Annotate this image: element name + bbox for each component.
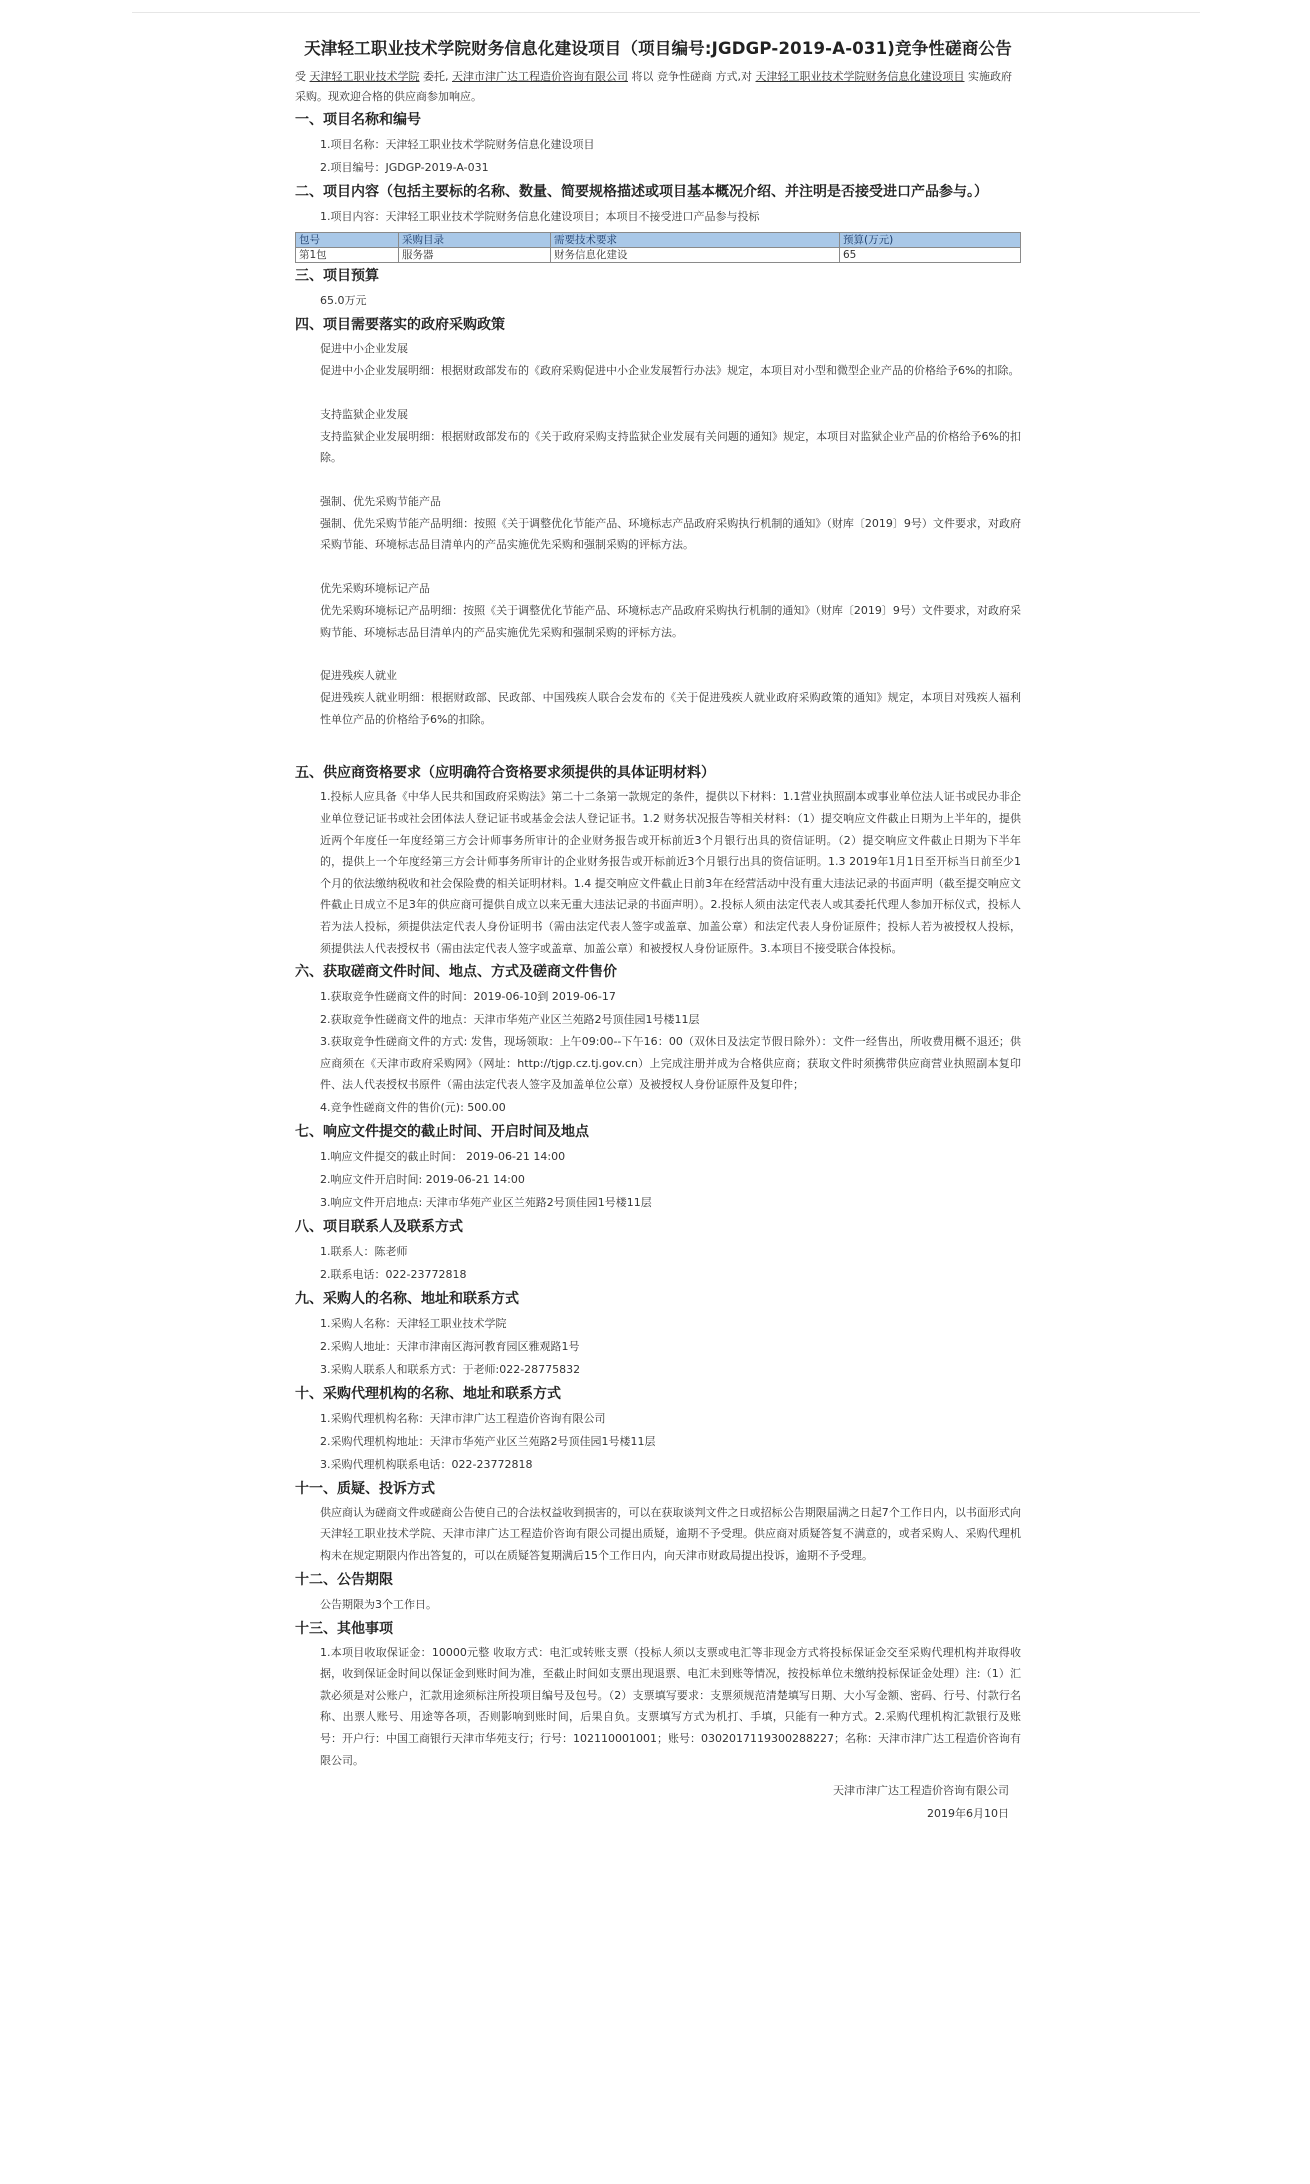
- project-budget: 65.0万元: [320, 294, 367, 307]
- section-9-title: 九、采购人的名称、地址和联系方式: [295, 1290, 519, 1307]
- agency-address: 2.采购代理机构地址：天津市华苑产业区兰苑路2号顶佳园1号楼11层: [320, 1434, 656, 1448]
- policy-detail: 支持监狱企业发展明细：根据财政部发布的《关于政府采购支持监狱企业发展有关问题的通知》规定，本项目对监狱企业产品的价格给予6%的扣除。: [320, 429, 1021, 465]
- table-cell: 服务器: [399, 248, 551, 263]
- policy-heading: 支持监狱企业发展: [320, 407, 408, 421]
- project-phone: 2.联系电话：022-23772818: [320, 1267, 467, 1281]
- project-content: 1.项目内容：天津轻工职业技术学院财务信息化建设项目；本项目不接受进口产品参与投标: [320, 210, 760, 223]
- policy-detail: 强制、优先采购节能产品明细：按照《关于调整优化节能产品、环境标志产品政府采购执行机制的通知》（财库〔2019〕9号）文件要求，对政府采购节能、环境标志品目清单内的产品实施优先采购和强制采购的评标方法。: [320, 516, 1021, 552]
- section-7-title: 七、响应文件提交的截止时间、开启时间及地点: [295, 1123, 589, 1140]
- section-12-title: 十二、公告期限: [295, 1571, 393, 1588]
- agency-name-link: 天津市津广达工程造价咨询有限公司: [452, 70, 628, 83]
- policy-heading: 促进残疾人就业: [320, 669, 397, 683]
- intro-text-3: 将以 竞争性磋商 方式,对: [631, 70, 752, 83]
- page-title: 天津轻工职业技术学院财务信息化建设项目（项目编号:JGDGP-2019-A-031)竞争性磋商公告: [304, 39, 1012, 58]
- opening-place: 3.响应文件开启地点: 天津市华苑产业区兰苑路2号顶佳园1号楼11层: [320, 1195, 652, 1209]
- table-header-cell: 采购目录: [399, 233, 551, 248]
- document-obtain-place: 2.获取竞争性磋商文件的地点：天津市华苑产业区兰苑路2号顶佳园1号楼11层: [320, 1013, 700, 1027]
- project-code: 2.项目编号：JGDGP-2019-A-031: [320, 161, 489, 174]
- policy-heading: 优先采购环境标记产品: [320, 581, 430, 595]
- policy-detail: 优先采购环境标记产品明细：按照《关于调整优化节能产品、环境标志产品政府采购执行机制的通知》（财库〔2019〕9号）文件要求，对政府采购节能、环境标志品目清单内的产品实施优先采购和强制采购的评标方法。: [320, 603, 1021, 639]
- policy-heading: 促进中小企业发展: [320, 342, 408, 355]
- project-name: 1.项目名称：天津轻工职业技术学院财务信息化建设项目: [320, 138, 595, 151]
- section-2-title: 二、项目内容（包括主要标的名称、数量、简要规格描述或项目基本概况介绍、并注明是否接受进口产品参与。）: [295, 184, 988, 200]
- section-11-title: 十一、质疑、投诉方式: [295, 1480, 435, 1497]
- table-row: [296, 248, 1021, 263]
- table-cell: 第1包: [296, 248, 399, 263]
- submission-deadline: 1.响应文件提交的截止时间： 2019-06-21 14:00: [320, 1149, 566, 1163]
- agency-phone: 3.采购代理机构联系电话：022-23772818: [320, 1457, 533, 1471]
- section-10-title: 十、采购代理机构的名称、地址和联系方式: [295, 1385, 561, 1402]
- policy-heading: 强制、优先采购节能产品: [320, 494, 441, 508]
- top-divider: [132, 12, 1200, 13]
- document-obtain-method: 3.获取竞争性磋商文件的方式: 发售，现场领取：上午09:00--下午16：00（双休日及法定节假日除外）：文件一经售出，所收费用概不退还；供应商须在《天津市政府采购网》（网址：http://tjgp.cz.tj.gov.cn）上完成注册并成为合格供应商；获取文件时须携带供应商营业执照副本复印件、法人代表授权书原件（需由法定代表人签字及加盖单位公章）及被授权人身份证原件及复印件；: [320, 1035, 1021, 1092]
- document-obtain-time: 1.获取竞争性磋商文件的时间：2019-06-10到 2019-06-17: [320, 990, 616, 1004]
- client-name-link: 天津轻工职业技术学院: [309, 70, 420, 83]
- table-header-cell: 预算(万元): [840, 233, 1021, 248]
- purchaser-contact: 3.采购人联系人和联系方式：于老师:022-28775832: [320, 1362, 581, 1376]
- section-5-title: 五、供应商资格要求（应明确符合资格要求须提供的具体证明材料）: [295, 765, 715, 782]
- announcement-document: [295, 36, 1021, 1825]
- document-price: 4.竞争性磋商文件的售价(元): 500.00: [320, 1100, 506, 1114]
- project-name-link: 天津轻工职业技术学院财务信息化建设项目: [755, 70, 965, 83]
- purchaser-address: 2.采购人地址：天津市津南区海河教育园区雅观路1号: [320, 1339, 580, 1353]
- section-6-title: 六、获取磋商文件时间、地点、方式及磋商文件售价: [295, 964, 617, 981]
- table-header-row: [296, 233, 1021, 248]
- intro-text-4: 实施政府采购。现欢迎合格的供应商参加响应。: [295, 70, 1012, 103]
- table-cell: 财务信息化建设: [551, 248, 840, 263]
- agency-name: 1.采购代理机构名称：天津市津广达工程造价咨询有限公司: [320, 1411, 606, 1425]
- section-13-title: 十三、其他事项: [295, 1620, 393, 1637]
- table-header-cell: 需要技术要求: [551, 233, 840, 248]
- signature-date: 2019年6月10日: [927, 1807, 1009, 1821]
- policy-detail: 促进残疾人就业明细：根据财政部、民政部、中国残疾人联合会发布的《关于促进残疾人就业政府采购政策的通知》规定，本项目对残疾人福利性单位产品的价格给予6%的扣除。: [320, 691, 1021, 726]
- section-1-title: 一、项目名称和编号: [295, 112, 421, 128]
- opening-time: 2.响应文件开启时间: 2019-06-21 14:00: [320, 1172, 525, 1186]
- package-table: [295, 232, 1021, 263]
- complaint-method: 供应商认为磋商文件或磋商公告使自己的合法权益收到损害的，可以在获取谈判文件之日或招标公告期限届满之日起7个工作日内，以书面形式向 天津轻工职业技术学院、天津市津广达工程造价咨询有限公司提出质疑，逾期不予受理。供应商对质疑答复不满意的，或者采购人、采购代理机构未在规定期限内作出答复的，可以在质疑答复期满后15个工作日内，向天津市财政局提出投诉，逾期不予受理。: [320, 1505, 1021, 1563]
- intro-text-1: 受: [295, 70, 306, 83]
- section-8-title: 八、项目联系人及联系方式: [295, 1218, 463, 1235]
- intro-text-2: 委托,: [423, 70, 449, 83]
- purchaser-name: 1.采购人名称：天津轻工职业技术学院: [320, 1316, 507, 1330]
- intro-paragraph: [295, 67, 1021, 107]
- project-contact: 1.联系人：陈老师: [320, 1244, 408, 1258]
- section-3-title: 三、项目预算: [295, 268, 379, 284]
- announcement-period: 公告期限为3个工作日。: [320, 1597, 437, 1611]
- policy-detail: 促进中小企业发展明细：根据财政部发布的《政府采购促进中小企业发展暂行办法》规定，本项目对小型和微型企业产品的价格给予6%的扣除。: [320, 364, 1020, 377]
- table-cell: 65: [840, 248, 1021, 263]
- signature-org: 天津市津广达工程造价咨询有限公司: [833, 1784, 1009, 1798]
- other-matters: 1.本项目收取保证金：10000元整 收取方式：电汇或转账支票（投标人须以支票或电汇等非现金方式将投标保证金交至采购代理机构并取得收据，收到保证金时间以保证金到账时间为准，至截止时间如支票出现退票、电汇未到账等情况，按投标单位未缴纳投标保证金处理）注:（1）汇款必须是对公账户，汇款用途须标注所投项目编号及包号。（2）支票填写要求：支票须规范清楚填写日期、大小写金额、密码、行号、付款行名称、出票人账号、用途等各项，否则影响到账时间，后果自负。支票填写方式为机打、手填，只能有一种方式。2.采购代理机构汇款银行及账号：开户行：中国工商银行天津市华苑支行；行号：102110001001；账号：0302017119300288227；名称：天津市津广达工程造价咨询有限公司。: [320, 1645, 1021, 1767]
- qualification-requirements: 1.投标人应具备《中华人民共和国政府采购法》第二十二条第一款规定的条件，提供以下材料：1.1营业执照副本或事业单位法人证书或民办非企业单位登记证书或社会团体法人登记证书或基金会法人登记证书。1.2 财务状况报告等相关材料：（1）提交响应文件截止日期为上半年的，提供近两个年度任一年度经第三方会计师事务所审计的企业财务报告或开标前近3个月银行出具的资信证明。（2）提交响应文件截止日期为下半年的，提供上一个年度经第三方会计师事务所审计的企业财务报告或开标前近3个月银行出具的资信证明。1.3 2019年1月1日至开标当日前至少1个月的依法缴纳税收和社会保险费的相关证明材料。1.4 提交响应文件截止日前3年在经营活动中没有重大违法记录的书面声明（截至提交响应文件截止日成立不足3年的供应商可提供自成立以来无重大违法记录的书面声明）。2.投标人须由法定代表人或其委托代理人参加开标仪式，投标人若为法人投标，须提供法定代表人身份证明书（需由法定代表人签字或盖章、加盖公章）和法定代表人身份证原件；投标人若为被授权人投标，须提供法人代表授权书（需由法定代表人签字或盖章、加盖公章）和被授权人身份证原件。3.本项目不接受联合体投标。: [320, 790, 1021, 955]
- table-header-cell: 包号: [296, 233, 399, 248]
- section-4-title: 四、项目需要落实的政府采购政策: [295, 317, 505, 333]
